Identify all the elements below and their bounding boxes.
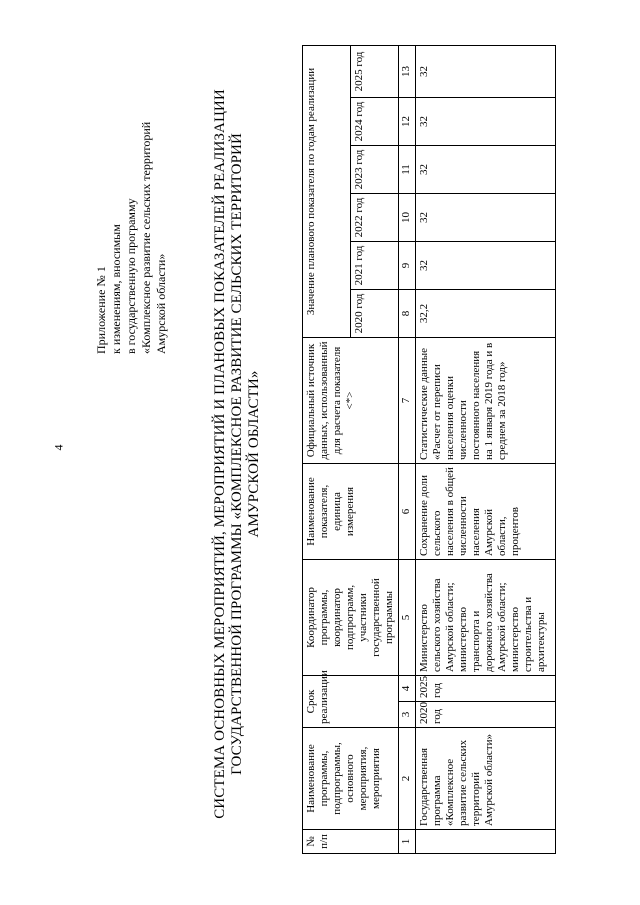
title-line: АМУРСКОЙ ОБЛАСТИ» [246, 370, 262, 538]
row-num [416, 830, 556, 854]
header-year: 2020 год [351, 289, 399, 337]
table-row [416, 45, 556, 853]
page-number: 4 [51, 444, 66, 451]
column-number: 8 [399, 289, 416, 337]
landscape-page [64, 22, 624, 884]
header-year: 2025 год [351, 45, 399, 97]
row-value-2023: 32 [416, 145, 556, 193]
row-source: Статистические данные «Расчет от переписи населения оценки численности постоянного населения на 1 января 2019 года и в среднем за 2018 год» [416, 337, 556, 463]
title-line: ГОСУДАРСТВЕННОЙ ПРОГРАММЫ «КОМПЛЕКСНОЕ РАЗВИТИЕ СЕЛЬСКИХ ТЕРРИТОРИЙ [229, 133, 245, 775]
appendix-note [94, 34, 169, 354]
row-value-2024: 32 [416, 97, 556, 145]
header-coordinator: Координатор программы, координатор подпрограмм, участники государственной программы [303, 559, 399, 675]
header-term: Срок реализации [303, 675, 399, 727]
header-source: Официальный источник данных, использованный для расчета показателя <*> [303, 337, 399, 463]
column-number: 4 [399, 675, 416, 701]
header-year: 2023 год [351, 145, 399, 193]
header-year: 2021 год [351, 241, 399, 289]
title-line: СИСТЕМА ОСНОВНЫХ МЕРОПРИЯТИЙ, МЕРОПРИЯТИЙ И ПЛАНОВЫХ ПОКАЗАТЕЛЕЙ РЕАЛИЗАЦИИ [212, 89, 228, 819]
header-year: 2022 год [351, 193, 399, 241]
header-indicator: Наименование показателя, единица измерения [303, 463, 399, 559]
document-title [212, 64, 263, 844]
measures-table-wrap [302, 46, 556, 854]
column-number: 5 [399, 559, 416, 675]
appendix-line: Амурской области» [154, 253, 168, 354]
header-plan: Значение планового показателя по годам реализации [303, 45, 351, 337]
column-number: 12 [399, 97, 416, 145]
column-number: 1 [399, 830, 416, 854]
row-indicator: Сохранение доли сельского населения в общей численности населения Амурской области, процентов [416, 463, 556, 559]
column-number: 3 [399, 702, 416, 728]
header-year: 2024 год [351, 97, 399, 145]
column-number: 13 [399, 45, 416, 97]
header-name: Наименование программы, подпрограммы, основного мероприятия, мероприятия [303, 728, 399, 830]
column-number: 6 [399, 463, 416, 559]
column-number: 7 [399, 337, 416, 463]
header-row [303, 45, 351, 853]
row-value-2021: 32 [416, 241, 556, 289]
appendix-line: Приложение № 1 [94, 266, 108, 354]
row-value-2020: 32,2 [416, 289, 556, 337]
column-number: 2 [399, 728, 416, 830]
row-start: 2020 год [416, 702, 556, 728]
row-coordinator: Министерство сельского хозяйства Амурской области; министерство транспорта и дорожного хозяйства Амурской области; министерство строительства и архитектуры [416, 559, 556, 675]
row-value-2025: 32 [416, 45, 556, 97]
header-num: № п/п [303, 830, 399, 854]
appendix-line: «Комплексное развитие сельских территорий [139, 121, 153, 354]
row-value-2022: 32 [416, 193, 556, 241]
column-number: 11 [399, 145, 416, 193]
row-name: Государственная программа «Комплексное развитие сельских территорий Амурской области» [416, 728, 556, 830]
column-number-row [399, 45, 416, 853]
row-end: 2025 год [416, 675, 556, 701]
appendix-line: в государственную программу [124, 198, 138, 354]
column-number: 10 [399, 193, 416, 241]
appendix-line: к изменениям, вносимым [109, 224, 123, 354]
column-number: 9 [399, 241, 416, 289]
measures-table [302, 45, 556, 854]
